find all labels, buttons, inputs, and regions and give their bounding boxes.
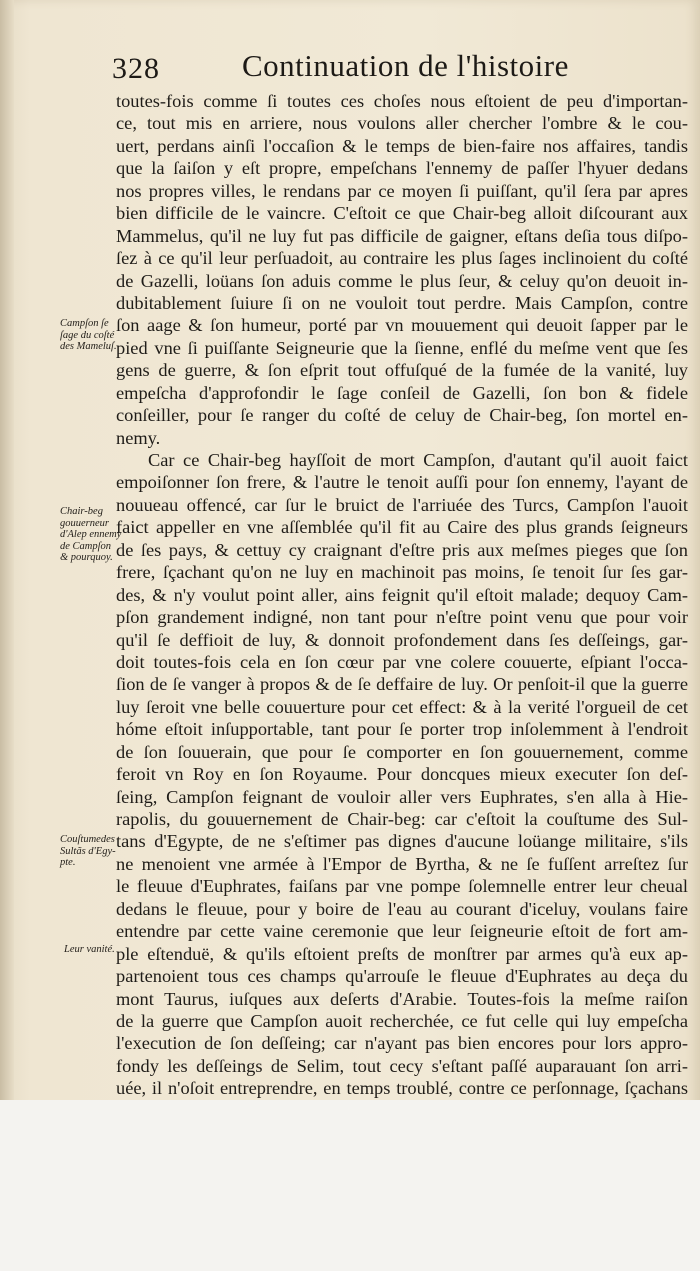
text-line: ne menoient vne armée à l'Empor de Byrtha, & ne ſe fuſſent arreſtez ſur: [116, 853, 688, 874]
text-line: l'execution de ſon deſſeing; car n'ayant pas bien encores pour lors appro-: [116, 1033, 688, 1054]
text-line: ce, tout mis en arriere, nous voulons aller chercher l'ombre & le cou-: [116, 113, 688, 134]
text-line: pſon grandement indigné, non tant pour n'eſtre point venu que pour voir: [116, 607, 688, 628]
text-line: uert, perdans ainſi l'occaſion & le temps de bien-faire nos affaires, tandis: [116, 135, 688, 156]
text-line: rapolis, du gouuernement de Chair-beg: car c'eſtoit la couſtume des Sul-: [116, 809, 688, 829]
running-title: Continuation de l'histoire: [242, 48, 569, 83]
text-line: nemy.: [116, 427, 161, 448]
margin-note-chair-beg: Chair-beg gouuerneur d'Alep ennemy de Campſon & pourquoy.: [60, 506, 122, 563]
text-line: toutes-fois comme ſi toutes ces choſes nous eſtoient de peu d'importan-: [116, 91, 688, 111]
text-line: doit toutes-fois cela en ſon cœur par vne colere couuerte, eſpiant l'occa-: [116, 651, 688, 672]
background-area: [0, 1100, 700, 1271]
text-line: Car ce Chair-beg hayſſoit de mort Campſon, d'autant qu'il auoit faict: [148, 450, 688, 470]
text-line: uée, il n'oſoit entreprendre, en temps troublé, contre ce perſonnage, ſçachans: [116, 1078, 688, 1099]
text-line: empoiſonner ſon frere, & l'autre le tenoit auſſi pour ſon ennemy, l'ayant de: [116, 472, 688, 493]
text-line: tans d'Egypte, de ne s'eſtimer pas dignes d'aucune loüange militaire, s'ils: [116, 831, 688, 852]
text-line: gens de guerre, & ſon eſprit tout offuſqué de la fumée de la vanité, luy: [116, 360, 688, 381]
text-line: que la ſaiſon y eſt propre, empeſchans l'ennemy de paſſer l'hyuer dedans: [116, 158, 688, 179]
text-line: dubitablement ſuiure ſi on ne vouloit tout perdre. Mais Campſon, contre: [116, 292, 688, 313]
text-line: frere, ſçachant qu'on ne luy en machinoit pas moins, ſe tenoit ſur ſes gar-: [116, 562, 688, 583]
text-line: pied vne ſi puiſſante Seigneurie que la ſienne, enflé du meſme vent que ſes: [116, 337, 688, 358]
text-line: ſez à ce qu'il leur perſuadoit, au contraire les plus ſages inclinoient du coſté: [116, 248, 688, 269]
text-line: nos propres villes, le rendans par ce moyen ſi puiſſant, qu'il ſera par apres: [116, 180, 688, 201]
text-line: ſeing, Campſon feignant de vouloir aller vers Euphrates, s'en alla à Hie-: [116, 786, 688, 807]
text-line: de ſon ſouuerain, que pour ſe comporter en ſon gouuernement, comme: [116, 741, 688, 762]
text-line: qu'il ſe deffioit de luy, & donnoit profondement dans ſes deſſeings, gar-: [116, 629, 688, 650]
text-line: nouueau offencé, car ſur le bruict de l'arriuée des Turcs, Campſon l'auoit: [116, 494, 688, 515]
margin-note-campson: Campſon ſe ſage du coſté des Mameluſ.: [60, 318, 117, 352]
text-line: bien difficile de le vaincre. C'eſtoit ce que Chair-beg alloit diſcourant aux: [116, 203, 688, 224]
text-line: de ſes pays, & cettuy cy craignant d'eſtre pris aux meſmes pieges que ſon: [116, 539, 688, 560]
margin-note-vanite: Leur vanité.: [64, 944, 115, 955]
text-line: feroit vn Roy en ſon Royaume. Pour doncques mieux executer ſon deſ-: [116, 764, 688, 785]
text-line: de Gazelli, loüans ſon aduis comme le plus ſeur, & celuy qu'on deuoit in-: [116, 270, 688, 291]
text-line: partenoient tous ces champs qu'arrouſe le fleuue d'Euphrates au deça du: [116, 966, 688, 987]
text-line: dedans le fleuue, pour y boire de l'eau au courant d'iceluy, voulans faire: [116, 898, 688, 919]
text-line: hóme eſtoit inſupportable, tant pour ſe porter trop inſolemment à l'endroit: [116, 719, 688, 740]
text-line: ſon aage & ſon humeur, porté par vn mouuement qui deuoit ſapper par le: [116, 315, 688, 336]
margin-note-coustume: Couſtumedes Sultãs d'Egy- pte.: [60, 834, 116, 868]
text-line: empeſcha d'approfondir le ſage conſeil de Gazelli, ſon bon & fidele: [116, 382, 688, 403]
text-line: le fleuue d'Euphrates, faiſans par vne pompe ſolemnelle entrer leur cheual: [116, 876, 688, 897]
text-line: faict appeller en vne aſſemblée qu'il fit au Caire des plus grands ſeigneurs: [116, 517, 688, 538]
text-line: entendre par cette vaine ceremonie que leur ſeigneurie eſtoit de fort am-: [116, 921, 688, 942]
page-header: [110, 46, 670, 90]
text-line: conſeiller, pour ſe ranger du coſté de celuy de Chair-beg, ſon mortel en-: [116, 405, 688, 426]
text-line: mont Taurus, iuſques aux deſerts d'Arabie. Toutes-fois la meſme raiſon: [116, 988, 688, 1009]
text-line: ſion de ſe vanger à propos & de ſe deffaire de luy. Or penſoit-il que la guerre: [116, 674, 688, 695]
text-line: fondy les deſſeings de Selim, tout cecy s'eſtant paſſé auparauant ſon arri-: [116, 1055, 688, 1076]
text-line: Mammelus, qu'il ne luy fut pas difficile de gaigner, eſtans deſia tous diſpo-: [116, 225, 688, 246]
page-gutter-shadow: [0, 0, 14, 1100]
text-line: de la guerre que Campſon auoit recherchée, ce fut celle qui luy empeſcha: [116, 1010, 688, 1031]
text-line: des, & n'y voulut point aller, ains feignit qu'il eſtoit malade; dequoy Cam-: [116, 584, 688, 605]
text-line: luy ſeroit vne belle couuerture pour cet effect: & à la verité l'orgueil de cet: [116, 696, 688, 717]
page-number: 328: [112, 52, 160, 85]
body-text: [116, 90, 688, 1100]
text-line: ple eſtenduë, & qu'ils eſtoient preſts de monſtrer par armes qu'à eux ap-: [116, 943, 688, 964]
